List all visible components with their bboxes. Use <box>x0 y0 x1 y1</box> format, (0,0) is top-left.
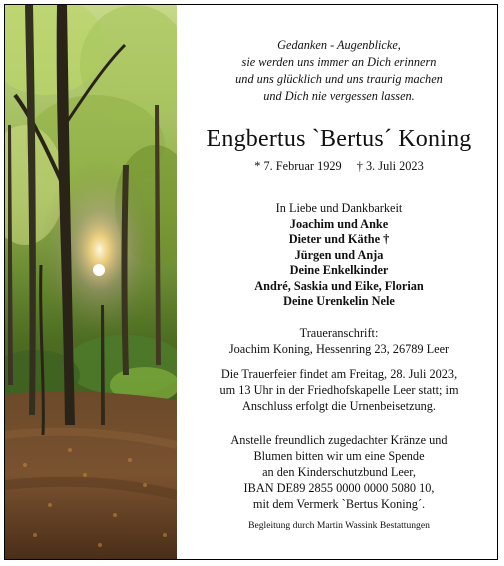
family-member: Jürgen und Anja <box>294 247 384 262</box>
donation-line: Blumen bitten wir um eine Spende <box>253 449 425 463</box>
forest-photo <box>5 5 177 559</box>
notice-text <box>181 5 497 559</box>
quote-line: und Dich nie vergessen lassen. <box>263 89 415 103</box>
death-date: † 3. Juli 2023 <box>356 159 424 173</box>
deceased-name: Engbertus `Bertus´ Koning <box>206 126 472 152</box>
memorial-quote <box>181 37 497 105</box>
family-section <box>181 201 497 310</box>
ceremony-line: um 13 Uhr in der Friedhofskapelle Leer statt; im <box>219 383 459 397</box>
quote-line: und uns glücklich und uns traurig machen <box>235 72 443 86</box>
family-member: André, Saskia und Eike, Florian <box>254 278 424 293</box>
donation-line: IBAN DE89 2855 0000 0000 5080 10, <box>243 481 435 495</box>
family-member: Joachim und Anke <box>289 216 389 231</box>
family-intro: In Liebe und Dankbarkeit <box>275 201 403 215</box>
quote-line: Gedanken - Augenblicke, <box>277 38 401 52</box>
obituary-notice <box>4 4 498 560</box>
family-member: Dieter und Käthe † <box>288 232 390 246</box>
life-dates <box>181 158 497 174</box>
family-member: Deine Enkelkinder <box>289 263 389 277</box>
ceremony-info <box>181 366 497 414</box>
address-label: Traueranschrift: <box>299 326 379 340</box>
donation-line: mit dem Vermerk `Bertus Koning´. <box>252 497 426 511</box>
birth-date: * 7. Februar 1929 <box>254 159 342 173</box>
donation-line: Anstelle freundlich zugedachter Kränze und <box>230 433 448 447</box>
donation-line: an den Kinderschutzbund Leer, <box>262 465 416 479</box>
mourning-address <box>181 325 497 357</box>
ceremony-line: Anschluss erfolgt die Urnenbeisetzung. <box>242 399 436 413</box>
quote-line: sie werden uns immer an Dich erinnern <box>241 55 437 69</box>
ceremony-line: Die Trauerfeier findet am Freitag, 28. Juli 2023, <box>220 367 458 381</box>
address-value: Joachim Koning, Hessenring 23, 26789 Leer <box>228 342 450 356</box>
family-member: Deine Urenkelin Nele <box>283 294 395 308</box>
donation-info <box>181 432 497 512</box>
undertaker-credit: Begleitung durch Martin Wassink Bestattungen <box>248 520 430 531</box>
